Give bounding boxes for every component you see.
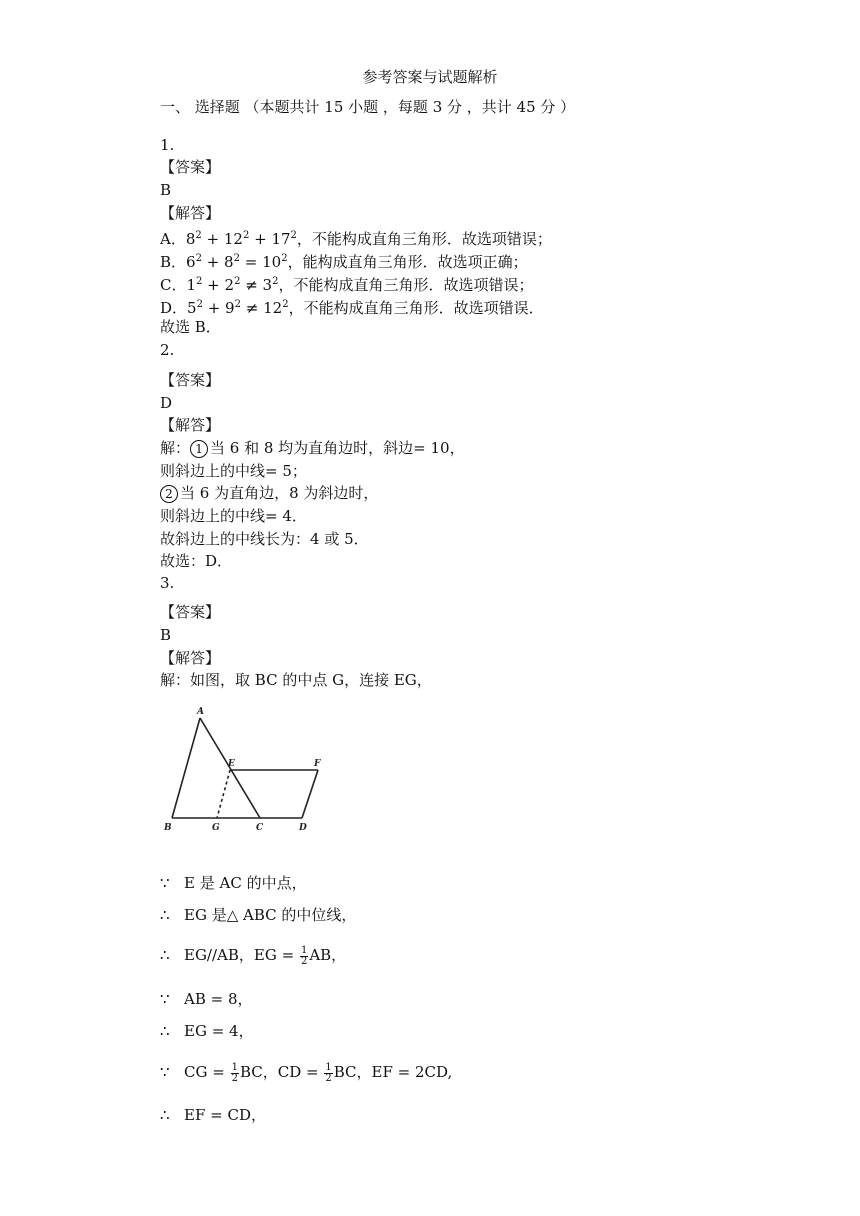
q1-option-a: A．$8^2 + 12^2 + 17^2$，不能构成直角三角形．故选项错误；: [160, 230, 552, 248]
q3-number: 3.: [160, 574, 175, 592]
q2-line-6: 故选：D．: [160, 552, 233, 570]
q3-solution-label: 【解答】: [160, 649, 221, 667]
q2-line-5: 故斜边上的中线长为：4 或 5．: [160, 530, 369, 548]
label-b: B: [164, 823, 172, 833]
q1-option-d: D．$5^2 + 9^2 \ne 12^2$，不能构成直角三角形．故选项错误．: [160, 299, 544, 317]
q1-conclusion: 故选 B．: [160, 318, 221, 336]
circled-number: 1: [190, 440, 208, 458]
fraction-half: $\frac{1}{2}$: [231, 1061, 238, 1084]
geometry-figure: [160, 702, 332, 838]
fraction-half: $\frac{1}{2}$: [325, 1061, 332, 1084]
q1-answer-label: 【答案】: [160, 158, 221, 176]
label-g: G: [212, 823, 220, 833]
q1-option-b: B．$6^2 + 8^2 = 10^2$，能构成直角三角形．故选项正确；: [160, 253, 528, 271]
q2-number: 2.: [160, 341, 175, 359]
label-e: E: [228, 759, 235, 769]
q1-answer: B: [160, 181, 172, 199]
q2-solution-label: 【解答】: [160, 416, 221, 434]
label-f: F: [314, 759, 321, 769]
q1-solution-label: 【解答】: [160, 204, 221, 222]
q3-step-5: ∴ EG = 4，: [160, 1022, 254, 1040]
q2-line-4: 则斜边上的中线= 4．: [160, 507, 307, 525]
q3-answer: B: [160, 626, 172, 644]
q3-step-6: ∵ CG = $\frac{1}{2}$ BC，CD = $\frac{1}{2}$ BC，EF = 2CD,: [160, 1061, 453, 1084]
q2-answer: D: [160, 394, 173, 412]
segment-fd: [302, 770, 318, 818]
circled-number: 2: [160, 485, 178, 503]
q2-line-3: 2 当 6 为直角边，8 为斜边时，: [160, 483, 378, 503]
segment-eg-dashed: [217, 770, 230, 818]
segment-ab: [172, 718, 200, 818]
q3-step-3: ∴ EG//AB，EG = $\frac{1}{2}$ AB，: [160, 944, 347, 967]
fraction-half: $\frac{1}{2}$: [300, 944, 308, 967]
label-a: A: [197, 707, 204, 717]
q3-intro: 解：如图，取 BC 的中点 G，连接 EG，: [160, 671, 432, 689]
label-c: C: [256, 823, 264, 833]
label-d: D: [299, 823, 307, 833]
q3-step-4: ∵ AB = 8，: [160, 990, 253, 1008]
q3-answer-label: 【答案】: [160, 603, 221, 621]
q1-number: 1.: [160, 136, 175, 154]
q2-line-1: 解： 1 当 6 和 8 均为直角边时，斜边= 10，: [160, 439, 465, 457]
q2-answer-label: 【答案】: [160, 371, 221, 389]
q3-step-7: ∴ EF = CD，: [160, 1106, 266, 1124]
q3-step-1: ∵ E 是 AC 的中点，: [160, 874, 307, 892]
page-title: 参考答案与试题解析: [362, 68, 498, 86]
q2-line-2: 则斜边上的中线= 5；: [160, 462, 307, 480]
q3-step-2: ∴ EG 是△ ABC 的中位线，: [160, 906, 357, 924]
section-heading: 一、 选择题 （本题共计 15 小题 ，每题 3 分 ，共计 45 分 ）: [160, 98, 576, 116]
q1-option-c: C．$1^2 + 2^2 \ne 3^2$，不能构成直角三角形．故选项错误；: [160, 276, 534, 294]
